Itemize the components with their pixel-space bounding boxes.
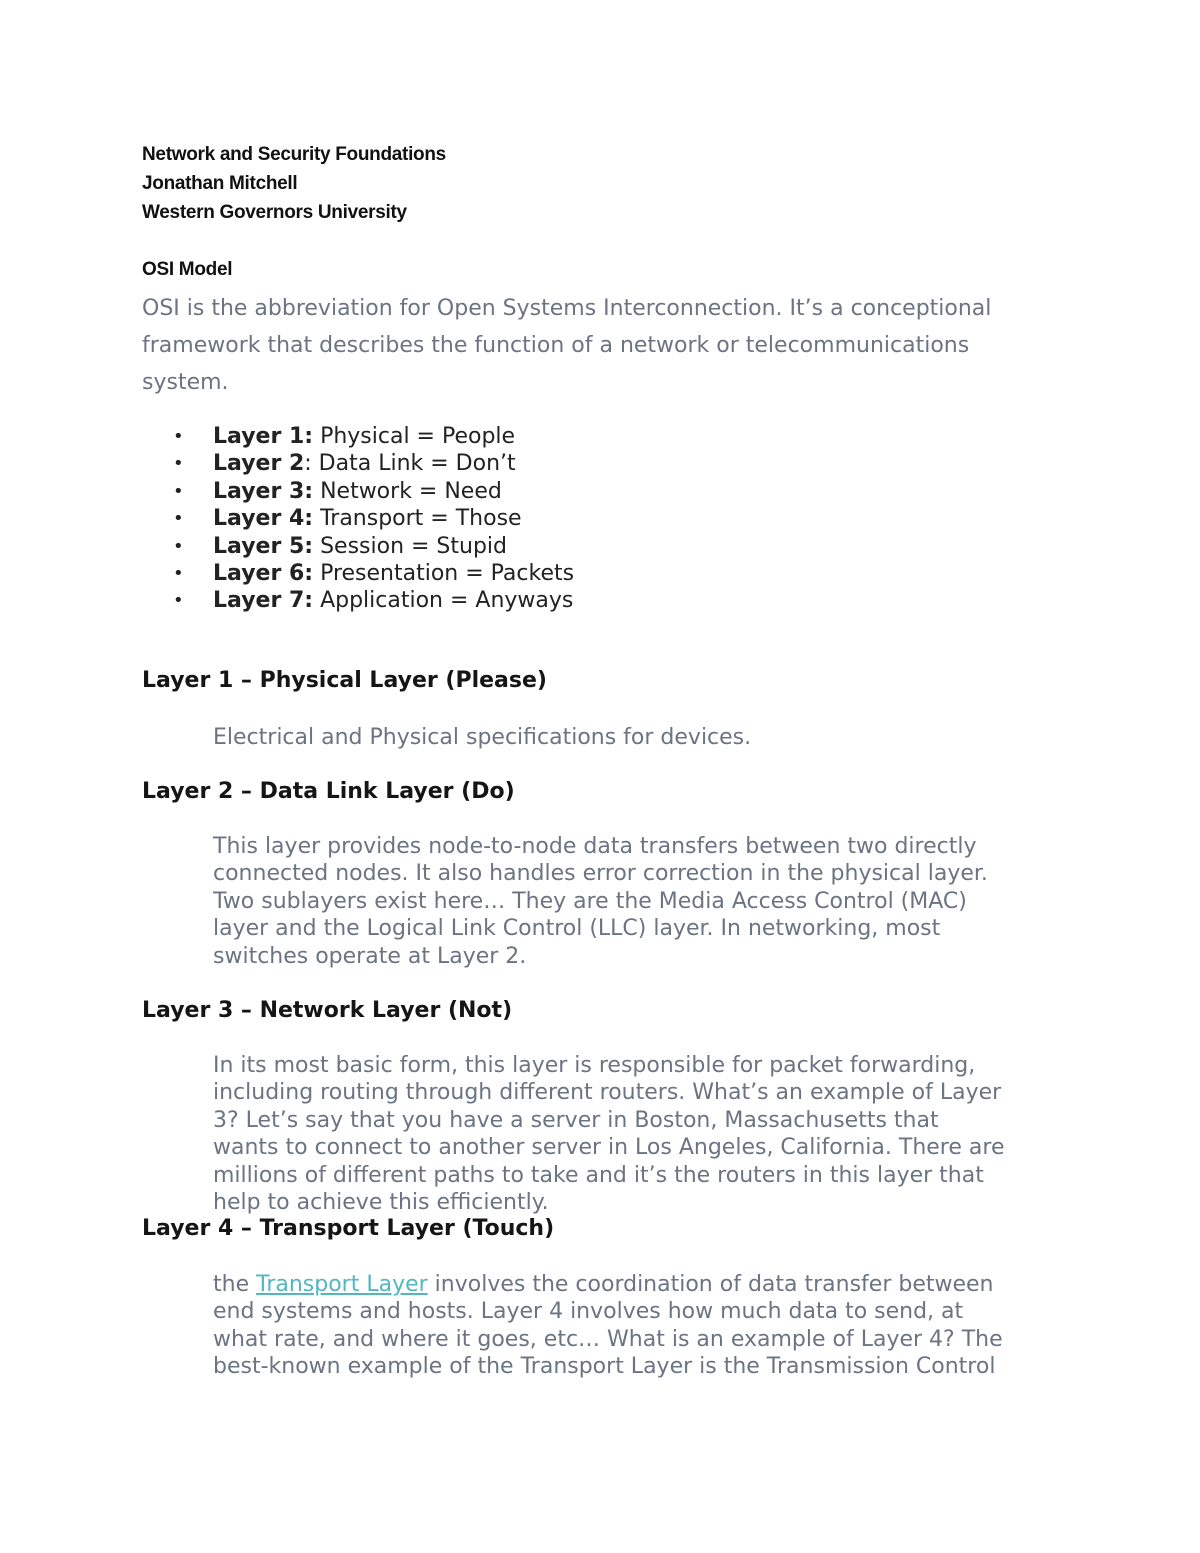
- layer4-body: [213, 1271, 1073, 1381]
- body-line: [213, 1271, 1073, 1298]
- layer2-heading: Layer 2 – Data Link Layer (Do): [142, 779, 515, 804]
- bullet-icon: •: [173, 562, 184, 584]
- transport-layer-link[interactable]: Transport Layer: [256, 1272, 428, 1297]
- body-line: In its most basic form, this layer is responsible for packet forwarding,: [213, 1053, 976, 1078]
- institution-name: Western Governors University: [142, 202, 407, 223]
- layer-label: Layer 2: [213, 451, 305, 477]
- layer3-body: [213, 1052, 1073, 1216]
- bullet-icon: •: [173, 480, 184, 502]
- author-name: Jonathan Mitchell: [142, 173, 298, 194]
- layer1-body: [213, 724, 1073, 751]
- layer4-heading: Layer 4 – Transport Layer (Touch): [142, 1216, 555, 1241]
- layer2-body: [213, 833, 1073, 970]
- intro-line: framework that describes the function of a network or telecommunications: [142, 333, 970, 358]
- body-line: wants to connect to another server in Los Angeles, California. There are: [213, 1135, 1005, 1161]
- body-line-prefix: the: [213, 1272, 257, 1297]
- layer-label: Layer 1:: [213, 424, 314, 449]
- body-line: what rate, and where it goes, etc… What is an example of Layer 4? The: [213, 1326, 1003, 1352]
- body-line: layer and the Logical Link Control (LLC) layer. In networking, most: [213, 916, 941, 942]
- layer-text: : Data Link = Don’t: [304, 451, 516, 477]
- list-item: [142, 587, 574, 614]
- bullet-icon: •: [173, 453, 184, 475]
- layer-text: Application = Anyways: [313, 588, 574, 614]
- body-line: end systems and hosts. Layer 4 involves how much data to send, at: [213, 1299, 964, 1325]
- body-line: This layer provides node-to-node data transfers between two directly: [213, 834, 977, 859]
- layer-text: Presentation = Packets: [313, 560, 575, 586]
- layer-text: Physical = People: [313, 424, 516, 449]
- body-line: including routing through different routers. What’s an example of Layer: [213, 1080, 1002, 1106]
- osi-layer-mnemonic-list: [142, 423, 574, 615]
- course-title: Network and Security Foundations: [142, 144, 446, 165]
- body-line: Electrical and Physical specifications for devices.: [213, 725, 752, 750]
- body-line: Two sublayers exist here… They are the Media Access Control (MAC): [213, 888, 967, 914]
- body-line: millions of different paths to take and it’s the routers in this layer that: [213, 1162, 984, 1188]
- layer-label: Layer 3:: [213, 478, 314, 504]
- bullet-icon: •: [173, 535, 184, 557]
- layer-label: Layer 7:: [213, 588, 314, 614]
- layer3-heading: Layer 3 – Network Layer (Not): [142, 998, 513, 1023]
- intro-line: OSI is the abbreviation for Open Systems Interconnection. It’s a conceptional: [142, 296, 992, 321]
- layer1-heading: Layer 1 – Physical Layer (Please): [142, 668, 547, 693]
- layer-label: Layer 6:: [213, 560, 314, 586]
- list-item: [142, 423, 574, 450]
- osi-intro-paragraph: [142, 290, 1072, 401]
- body-line: 3? Let’s say that you have a server in Boston, Massachusetts that: [213, 1107, 939, 1133]
- list-item: [142, 560, 574, 587]
- layer-text: Transport = Those: [313, 506, 522, 532]
- list-item: [142, 478, 574, 505]
- layer-text: Session = Stupid: [313, 533, 508, 559]
- body-line-suffix: involves the coordination of data transfer between: [427, 1272, 994, 1297]
- layer-label: Layer 4:: [213, 506, 314, 532]
- bullet-icon: •: [173, 590, 184, 612]
- layer-text: Network = Need: [313, 478, 502, 504]
- bullet-icon: •: [173, 426, 184, 447]
- list-item: [142, 505, 574, 532]
- body-line: help to achieve this efficiently.: [213, 1190, 549, 1216]
- intro-line: system.: [142, 370, 229, 395]
- body-line: connected nodes. It also handles error correction in the physical layer.: [213, 861, 988, 887]
- osi-model-heading: OSI Model: [142, 259, 233, 280]
- bullet-icon: •: [173, 508, 184, 530]
- body-line: best-known example of the Transport Layer is the Transmission Control: [213, 1354, 996, 1380]
- list-item: [142, 533, 574, 560]
- layer-label: Layer 5:: [213, 533, 314, 559]
- body-line: switches operate at Layer 2.: [213, 943, 527, 969]
- list-item: [142, 450, 574, 477]
